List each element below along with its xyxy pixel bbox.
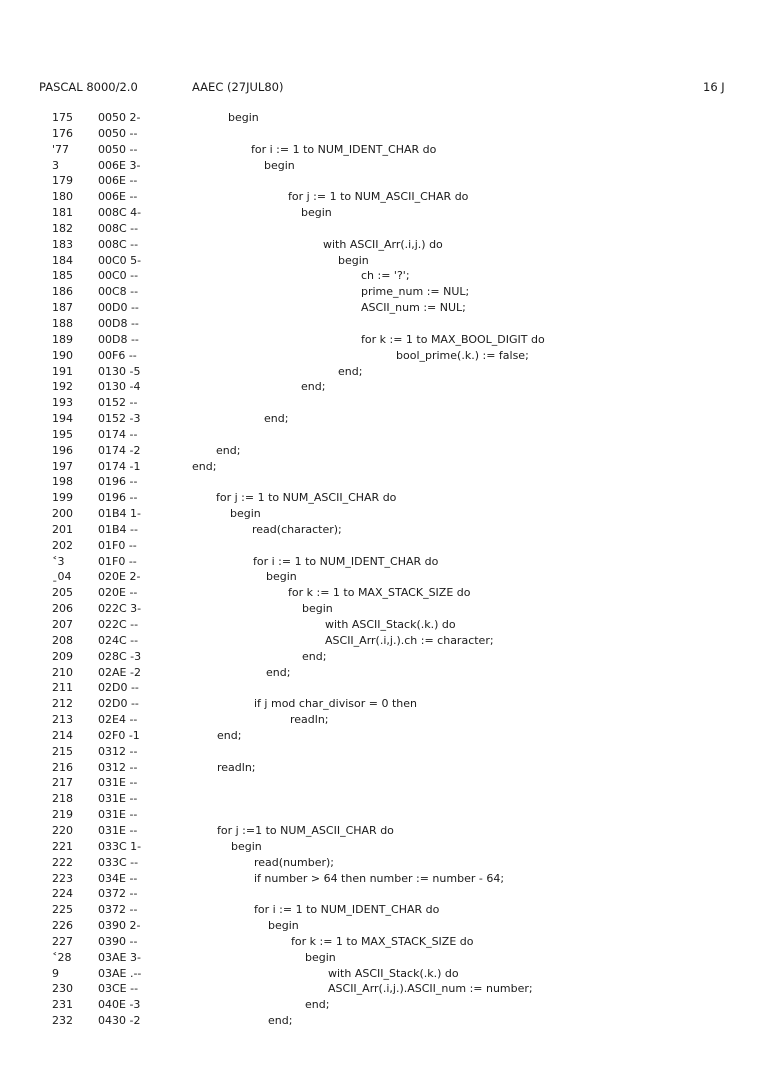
code-text: begin — [230, 507, 261, 521]
code-line — [0, 902, 760, 918]
address: 028C -3 — [98, 649, 142, 663]
code-text: bool_prime(.k.) := false; — [396, 348, 529, 362]
code-line — [0, 997, 760, 1013]
address: 022C -- — [98, 618, 139, 631]
code-text: ASCII_Arr(.i,j.).ch := character; — [325, 633, 494, 647]
address: 0050 -- — [98, 142, 138, 156]
address: 00C0 -- — [98, 269, 139, 283]
code-line — [0, 300, 760, 316]
address: 0130 -4 — [98, 380, 141, 394]
code-line — [0, 791, 760, 807]
code-text: begin — [264, 158, 295, 172]
line-number: 223 — [52, 871, 73, 885]
page-number: 16 J — [703, 80, 725, 94]
line-number: 220 — [52, 823, 73, 837]
code-text: end; — [266, 665, 291, 679]
address: 022C 3- — [98, 602, 142, 616]
address: 0050 -- — [98, 126, 138, 140]
address: 0152 -- — [98, 396, 138, 410]
code-text: end; — [216, 443, 241, 457]
address: 01F0 -- — [98, 554, 137, 568]
code-line — [0, 474, 760, 490]
code-line — [0, 522, 760, 538]
code-line — [0, 538, 760, 554]
line-number: 208 — [52, 633, 73, 647]
line-number: ˂28 — [52, 950, 72, 964]
line-number: ˂3 — [52, 554, 65, 568]
address: 00D0 -- — [98, 301, 139, 315]
code-line — [0, 284, 760, 300]
line-number: 217 — [52, 776, 73, 790]
code-text: for j := 1 to NUM_ASCII_CHAR do — [288, 190, 469, 204]
code-line — [0, 918, 760, 934]
code-text: end; — [217, 728, 242, 742]
address: 0174 -2 — [98, 443, 141, 457]
address: 020E 2- — [98, 570, 141, 584]
address: 00C8 -- — [98, 285, 139, 299]
address: 0372 -- — [98, 887, 138, 901]
line-number: 184 — [52, 253, 73, 267]
line-number: 188 — [52, 316, 73, 330]
code-line — [0, 760, 760, 776]
line-number: 176 — [52, 126, 73, 140]
address: 0196 -- — [98, 491, 138, 505]
line-number: 187 — [52, 301, 73, 315]
code-text: begin — [266, 570, 297, 584]
address: 01B4 -- — [98, 522, 138, 536]
code-line — [0, 237, 760, 253]
code-text: with ASCII_Stack(.k.) do — [328, 966, 459, 980]
line-number: 195 — [52, 427, 73, 441]
code-line — [0, 855, 760, 871]
line-number: 200 — [52, 507, 73, 521]
line-number: 198 — [52, 475, 73, 489]
address: 02D0 -- — [98, 697, 139, 711]
line-number: 215 — [52, 744, 73, 758]
code-line — [0, 142, 760, 158]
address: 006E 3- — [98, 158, 141, 172]
code-text: for k := 1 to MAX_STACK_SIZE do — [288, 586, 471, 600]
address: 02AE -2 — [98, 665, 141, 679]
code-line — [0, 443, 760, 459]
address: 0372 -- — [98, 903, 138, 917]
address: 0390 -- — [98, 934, 138, 948]
code-line — [0, 173, 760, 189]
line-number: 175 — [52, 111, 73, 124]
code-text: with ASCII_Stack(.k.) do — [325, 618, 456, 631]
line-number: 194 — [52, 412, 73, 426]
line-number: 206 — [52, 602, 73, 616]
code-line — [0, 411, 760, 427]
line-number: 226 — [52, 919, 73, 933]
code-text: ASCII_num := NUL; — [361, 301, 466, 315]
code-text: begin — [301, 206, 332, 220]
line-number: 182 — [52, 221, 73, 235]
compiler-version: PASCAL 8000/2.0 — [39, 80, 138, 94]
code-line — [0, 205, 760, 221]
address: 0174 -- — [98, 427, 138, 441]
address: 02E4 -- — [98, 713, 138, 727]
code-text: for i := 1 to NUM_IDENT_CHAR do — [254, 903, 440, 917]
address: 0050 2- — [98, 111, 141, 124]
code-text: begin — [228, 111, 259, 124]
code-line — [0, 712, 760, 728]
address: 008C -- — [98, 221, 139, 235]
code-line — [0, 680, 760, 696]
line-number: 214 — [52, 728, 73, 742]
address: 0152 -3 — [98, 412, 141, 426]
line-number: 216 — [52, 760, 73, 774]
code-line — [0, 966, 760, 982]
code-text: for i := 1 to NUM_IDENT_CHAR do — [251, 142, 437, 156]
address: 008C -- — [98, 237, 139, 251]
address: 020E -- — [98, 586, 138, 600]
code-line — [0, 554, 760, 570]
line-number: 185 — [52, 269, 73, 283]
line-number: 212 — [52, 697, 73, 711]
line-number: 181 — [52, 206, 73, 220]
address: 0312 -- — [98, 760, 138, 774]
code-text: end; — [302, 649, 327, 663]
code-line — [0, 395, 760, 411]
line-number: 186 — [52, 285, 73, 299]
code-text: end; — [301, 380, 326, 394]
line-number: 227 — [52, 934, 73, 948]
code-text: end; — [305, 998, 330, 1012]
address: 0174 -1 — [98, 459, 141, 473]
code-text: begin — [231, 839, 262, 853]
code-line — [0, 839, 760, 855]
code-line — [0, 569, 760, 585]
address: 031E -- — [98, 823, 138, 837]
code-line — [0, 934, 760, 950]
code-text: readln; — [290, 713, 329, 727]
address: 006E -- — [98, 190, 138, 204]
address: 0196 -- — [98, 475, 138, 489]
address: 0390 2- — [98, 919, 141, 933]
address: 0312 -- — [98, 744, 138, 758]
line-number: 225 — [52, 903, 73, 917]
code-line — [0, 871, 760, 887]
line-number: 230 — [52, 982, 73, 996]
address: 00F6 -- — [98, 348, 137, 362]
code-line — [0, 316, 760, 332]
code-line — [0, 126, 760, 142]
line-number: 209 — [52, 649, 73, 663]
code-line — [0, 110, 760, 126]
code-line — [0, 585, 760, 601]
address: 03CE -- — [98, 982, 139, 996]
code-line — [0, 332, 760, 348]
address: 03AE 3- — [98, 950, 141, 964]
code-line — [0, 364, 760, 380]
line-number: 213 — [52, 713, 73, 727]
code-line — [0, 775, 760, 791]
code-line — [0, 649, 760, 665]
address: 033C 1- — [98, 839, 142, 853]
code-text: for j := 1 to NUM_ASCII_CHAR do — [216, 491, 397, 505]
line-number: 199 — [52, 491, 73, 505]
compile-info: AAEC (27JUL80) — [192, 80, 284, 94]
code-line — [0, 981, 760, 997]
code-text: end; — [192, 459, 217, 473]
code-line — [0, 189, 760, 205]
code-line — [0, 601, 760, 617]
code-line — [0, 348, 760, 364]
code-text: for k := 1 to MAX_BOOL_DIGIT do — [361, 332, 545, 346]
code-line — [0, 617, 760, 633]
address: 00D8 -- — [98, 316, 139, 330]
code-text: begin — [338, 253, 369, 267]
line-number: 221 — [52, 839, 73, 853]
code-line — [0, 506, 760, 522]
code-text: readln; — [217, 760, 256, 774]
line-number: 180 — [52, 190, 73, 204]
code-text: ASCII_Arr(.i,j.).ASCII_num := number; — [328, 982, 533, 996]
code-line — [0, 379, 760, 395]
line-number: 201 — [52, 522, 73, 536]
address: 0130 -5 — [98, 364, 141, 378]
line-number: 191 — [52, 364, 73, 378]
code-text: begin — [305, 950, 336, 964]
code-text: for i := 1 to NUM_IDENT_CHAR do — [253, 554, 439, 568]
code-line — [0, 728, 760, 744]
code-line — [0, 221, 760, 237]
line-number: 179 — [52, 174, 73, 188]
code-line — [0, 886, 760, 902]
line-number: 9 — [52, 966, 59, 980]
address: 008C 4- — [98, 206, 142, 220]
code-line — [0, 459, 760, 475]
address: 01B4 1- — [98, 507, 142, 521]
line-number: 3 — [52, 158, 59, 172]
line-number: '77 — [52, 142, 70, 156]
line-number: 183 — [52, 237, 73, 251]
line-number: 205 — [52, 586, 73, 600]
code-text: end; — [264, 412, 289, 426]
address: 00D8 -- — [98, 332, 139, 346]
line-number: 189 — [52, 332, 73, 346]
address: 040E -3 — [98, 998, 141, 1012]
address: 006E -- — [98, 174, 138, 188]
code-text: prime_num := NUL; — [361, 285, 470, 299]
code-text: for k := 1 to MAX_STACK_SIZE do — [291, 934, 474, 948]
code-line — [0, 1013, 760, 1029]
code-line — [0, 490, 760, 506]
code-text: end; — [268, 1014, 293, 1028]
code-line — [0, 268, 760, 284]
line-number: 193 — [52, 396, 73, 410]
code-text: end; — [338, 364, 363, 378]
address: 031E -- — [98, 792, 138, 806]
code-text: read(character); — [252, 522, 342, 536]
code-text: if number > 64 then number := number - 64; — [254, 871, 505, 885]
code-line — [0, 633, 760, 649]
address: 024C -- — [98, 633, 139, 647]
code-text: ch := '?'; — [361, 269, 410, 283]
line-number: 196 — [52, 443, 73, 457]
code-line — [0, 744, 760, 760]
line-number: 202 — [52, 538, 73, 552]
line-number: 197 — [52, 459, 73, 473]
line-number: 232 — [52, 1014, 73, 1028]
address: 03AE .-- — [98, 966, 142, 980]
line-number: 231 — [52, 998, 73, 1012]
address: 02D0 -- — [98, 681, 139, 695]
code-text: begin — [268, 919, 299, 933]
address: 031E -- — [98, 808, 138, 822]
address: 034E -- — [98, 871, 138, 885]
line-number: 211 — [52, 681, 73, 695]
line-number: 219 — [52, 808, 73, 822]
address: 031E -- — [98, 776, 138, 790]
address: 00C0 5- — [98, 253, 142, 267]
code-line — [0, 427, 760, 443]
address: 0430 -2 — [98, 1014, 141, 1028]
line-number: 192 — [52, 380, 73, 394]
code-line — [0, 665, 760, 681]
code-text: for j :=1 to NUM_ASCII_CHAR do — [217, 823, 394, 837]
line-number: 207 — [52, 618, 73, 631]
code-line — [0, 823, 760, 839]
code-text: with ASCII_Arr(.i,j.) do — [323, 237, 443, 251]
line-number: 222 — [52, 855, 73, 869]
address: 01F0 -- — [98, 538, 137, 552]
line-number: 210 — [52, 665, 73, 679]
page-header — [0, 80, 760, 100]
code-line — [0, 158, 760, 174]
code-listing — [0, 110, 760, 1029]
code-line — [0, 807, 760, 823]
line-number: ˍ04 — [52, 570, 72, 584]
code-line — [0, 696, 760, 712]
code-text: read(number); — [254, 855, 334, 869]
line-number: 218 — [52, 792, 73, 806]
line-number: 190 — [52, 348, 73, 362]
address: 02F0 -1 — [98, 728, 140, 742]
code-text: if j mod char_divisor = 0 then — [254, 697, 418, 711]
line-number: 224 — [52, 887, 73, 901]
code-line — [0, 950, 760, 966]
address: 033C -- — [98, 855, 139, 869]
code-line — [0, 253, 760, 269]
code-text: begin — [302, 602, 333, 616]
